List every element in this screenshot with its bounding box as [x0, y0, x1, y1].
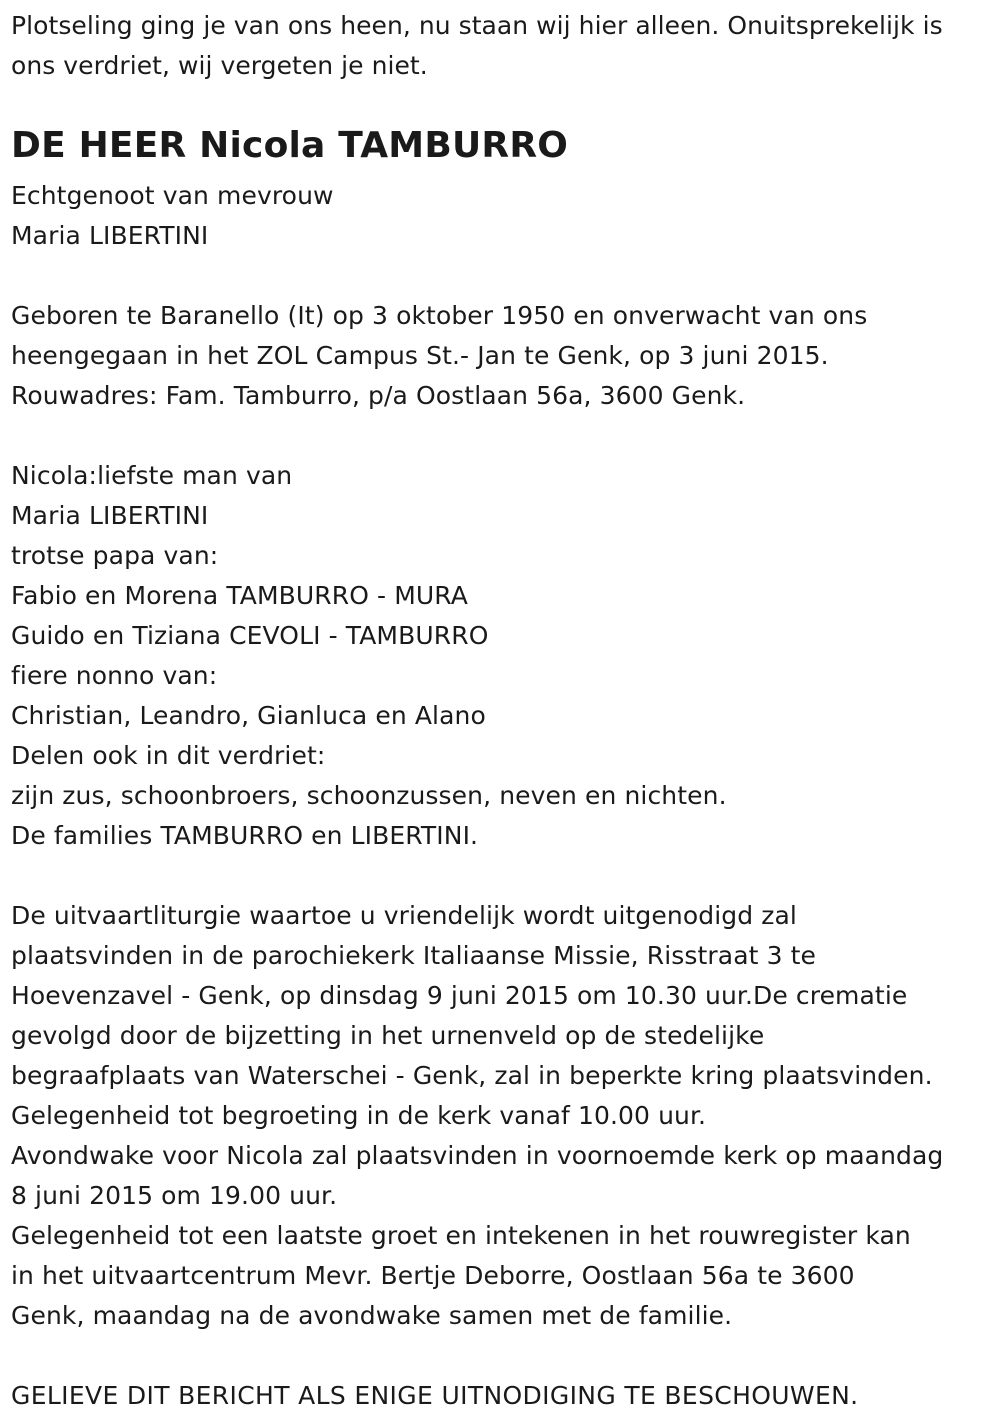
birth-line: heengegaan in het ZOL Campus St.- Jan te Genk, op 3 juni 2015.	[11, 341, 829, 370]
spacer	[11, 1336, 993, 1376]
ceremony-block	[11, 896, 993, 1336]
family-line: De families TAMBURRO en LIBERTINI.	[11, 821, 479, 850]
spouse-line: Echtgenoot van mevrouw	[11, 181, 334, 210]
intro-line: Plotseling ging je van ons heen, nu staan wij hier alleen. Onuitsprekelijk is	[11, 11, 943, 40]
family-line: fiere nonno van:	[11, 661, 218, 690]
ceremony-line: begraafplaats van Waterschei - Genk, zal in beperkte kring plaatsvinden.	[11, 1061, 933, 1090]
closing-statement: GELIEVE DIT BERICHT ALS ENIGE UITNODIGING TE BESCHOUWEN.	[11, 1381, 859, 1410]
ceremony-line: De uitvaartliturgie waartoe u vriendelijk wordt uitgenodigd zal	[11, 901, 797, 930]
ceremony-line: Avondwake voor Nicola zal plaatsvinden in voornoemde kerk op maandag	[11, 1141, 944, 1170]
ceremony-line: plaatsvinden in de parochiekerk Italiaanse Missie, Risstraat 3 te	[11, 941, 817, 970]
family-block	[11, 456, 993, 856]
birth-block	[11, 296, 993, 416]
family-line: Christian, Leandro, Gianluca en Alano	[11, 701, 486, 730]
obituary-notice	[11, 6, 993, 1416]
ceremony-line: 8 juni 2015 om 19.00 uur.	[11, 1181, 338, 1210]
intro-verse	[11, 6, 993, 86]
family-line: trotse papa van:	[11, 541, 219, 570]
spacer	[11, 856, 993, 896]
intro-line: ons verdriet, wij vergeten je niet.	[11, 51, 428, 80]
ceremony-line: Gelegenheid tot begroeting in de kerk vanaf 10.00 uur.	[11, 1101, 707, 1130]
birth-line: Geboren te Baranello (It) op 3 oktober 1950 en onverwacht van ons	[11, 301, 868, 330]
deceased-name-title: DE HEER Nicola TAMBURRO	[11, 125, 569, 166]
ceremony-line: in het uitvaartcentrum Mevr. Bertje Deborre, Oostlaan 56a te 3600	[11, 1261, 855, 1290]
family-line: Delen ook in dit verdriet:	[11, 741, 326, 770]
family-line: Maria LIBERTINI	[11, 501, 209, 530]
family-line: Fabio en Morena TAMBURRO - MURA	[11, 581, 468, 610]
family-line: Nicola:liefste man van	[11, 461, 293, 490]
spouse-block	[11, 176, 993, 256]
ceremony-line: Gelegenheid tot een laatste groet en intekenen in het rouwregister kan	[11, 1221, 911, 1250]
ceremony-line: gevolgd door de bijzetting in het urnenveld op de stedelijke	[11, 1021, 765, 1050]
birth-line: Rouwadres: Fam. Tamburro, p/a Oostlaan 56a, 3600 Genk.	[11, 381, 746, 410]
spouse-line: Maria LIBERTINI	[11, 221, 209, 250]
ceremony-line: Genk, maandag na de avondwake samen met de familie.	[11, 1301, 733, 1330]
ceremony-line: Hoevenzavel - Genk, op dinsdag 9 juni 2015 om 10.30 uur.De crematie	[11, 981, 908, 1010]
family-line: Guido en Tiziana CEVOLI - TAMBURRO	[11, 621, 489, 650]
family-line: zijn zus, schoonbroers, schoonzussen, neven en nichten.	[11, 781, 727, 810]
spacer	[11, 416, 993, 456]
spacer	[11, 256, 993, 296]
